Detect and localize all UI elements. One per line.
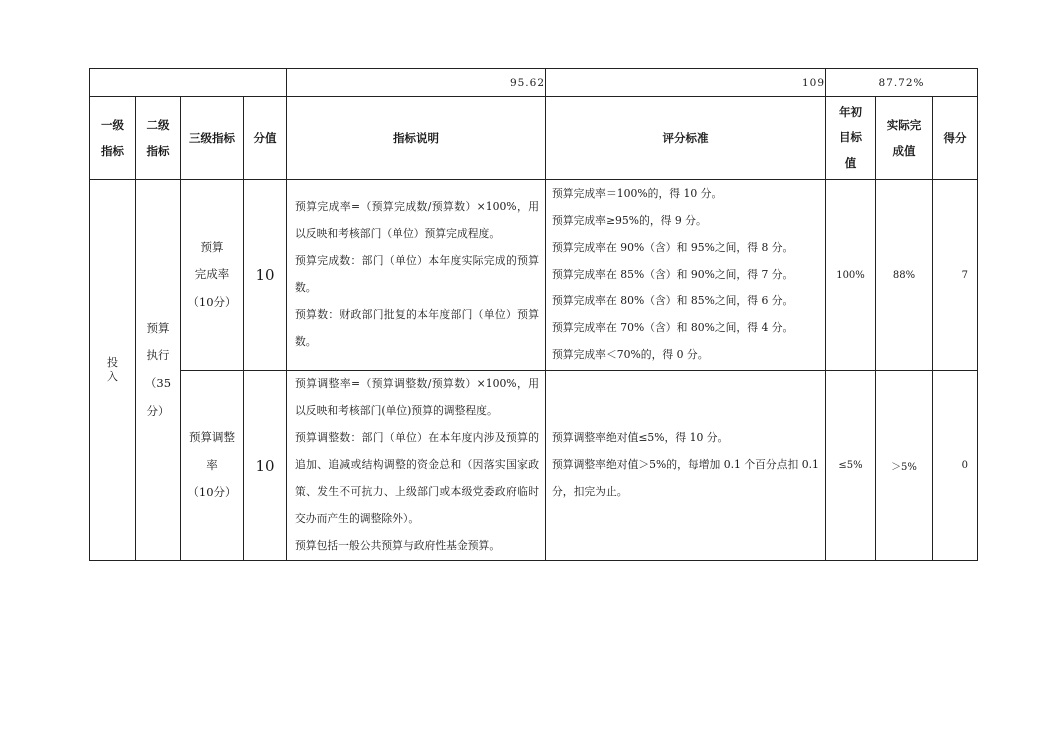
table-row [90,180,978,371]
header-description: 指标说明 [287,97,546,180]
criteria-cell: 预算完成率＝100%的，得 10 分。 预算完成率≥95%的，得 9 分。 预算完成率在 90%（含）和 95%之间，得 8 分。 预算完成率在 85%（含）和 90%之间，得 7 分。 预算完成率在 80%（含）和 85%之间，得 6 分。 预算完成率在 70%（含）和 80%之间，得 4 分。 预算完成率＜70%的，得 0 分。 [546,180,826,371]
points-cell: 0 [933,371,978,561]
header-level2: 二级 指标 [136,97,181,180]
actual-cell: 88% [876,180,933,371]
header-points: 得分 [933,97,978,180]
indicator-cell: 预算 完成率 （10分） [181,180,244,371]
points-cell: 7 [933,180,978,371]
header-criteria: 评分标准 [546,97,826,180]
score-cell: 10 [244,180,287,371]
table-row [90,371,978,561]
header-target: 年初 目标 值 [826,97,876,180]
score-cell: 10 [244,371,287,561]
header-level3: 三级指标 [181,97,244,180]
level2-cell: 预算 执行 （35 分） [136,180,181,561]
performance-table [89,68,978,561]
target-cell: ≤5% [826,371,876,561]
level1-cell: 投入 [90,180,136,561]
summary-total-actual: 95.62 [287,69,546,97]
summary-overall-rate: 87.72% [826,69,978,97]
summary-row [90,69,978,97]
criteria-cell: 预算调整率绝对值≤5%，得 10 分。 预算调整率绝对值＞5%的，每增加 0.1 个百分点扣 0.1 分，扣完为止。 [546,371,826,561]
header-score: 分值 [244,97,287,180]
description-cell: 预算完成率=（预算完成数/预算数）×100%，用以反映和考核部门（单位）预算完成程度。 预算完成数：部门（单位）本年度实际完成的预算数。 预算数：财政部门批复的本年度部门（单位）预算数。 [287,180,546,371]
target-cell: 100% [826,180,876,371]
header-actual: 实际完 成值 [876,97,933,180]
description-cell: 预算调整率=（预算调整数/预算数）×100%，用以反映和考核部门(单位)预算的调整程度。 预算调整数：部门（单位）在本年度内涉及预算的追加、追减或结构调整的资金总和（因落实国家政策、发生不可抗力、上级部门或本级党委政府临时交办而产生的调整除外）。 预算包括一般公共预算与政府性基金预算。 [287,371,546,561]
actual-cell: ＞5% [876,371,933,561]
header-level1: 一级 指标 [90,97,136,180]
summary-total-target: 109 [546,69,826,97]
summary-blank-cell [90,69,287,97]
indicator-cell: 预算调整 率 （10分） [181,371,244,561]
header-row [90,97,978,180]
